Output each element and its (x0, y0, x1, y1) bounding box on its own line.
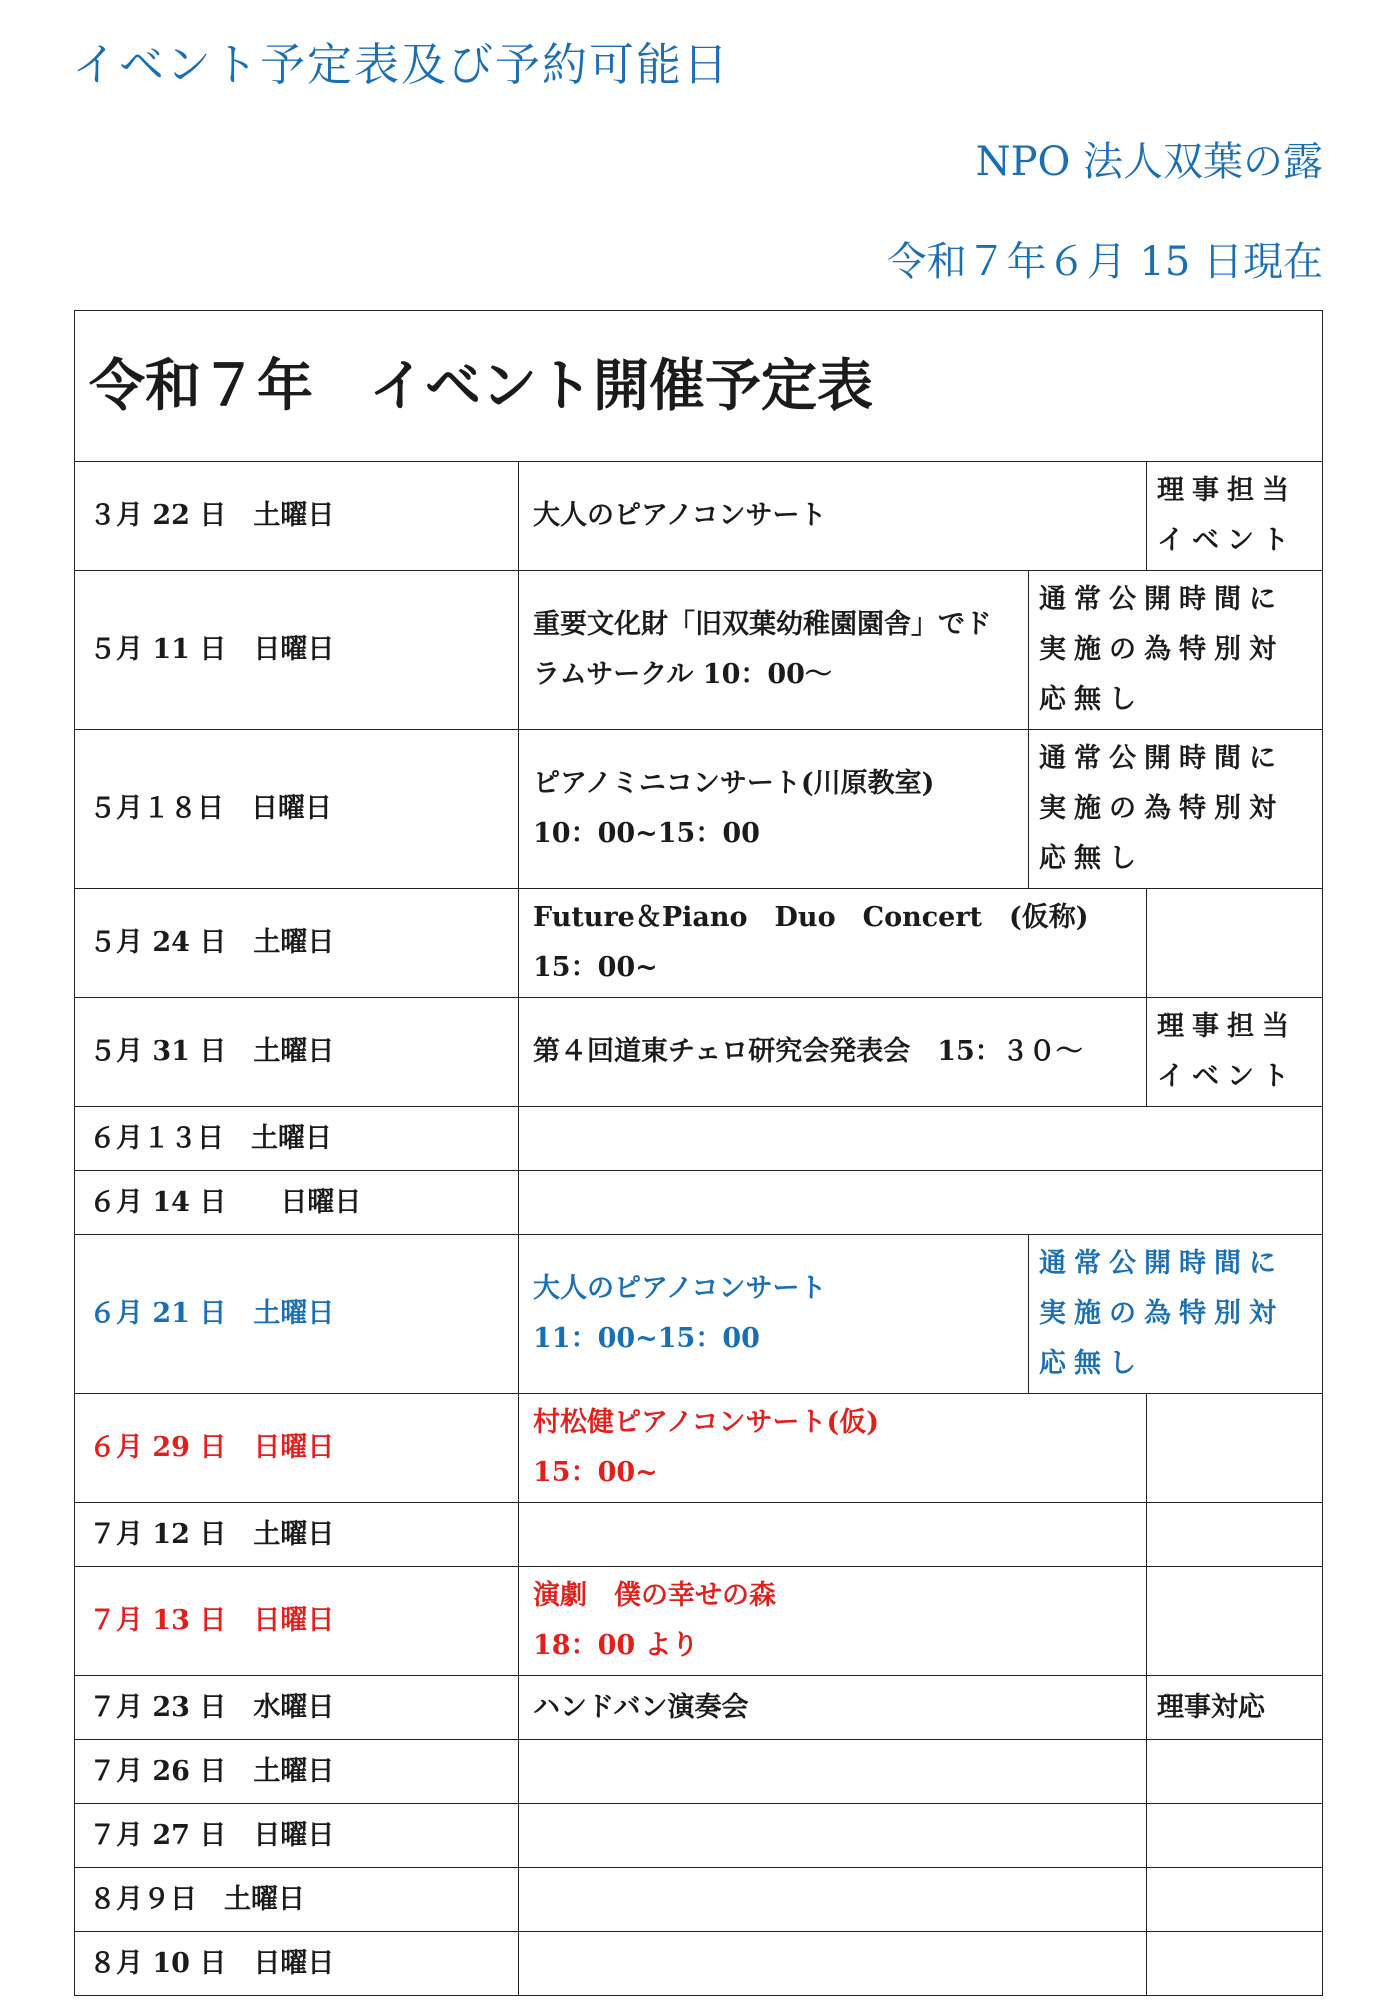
table-row (75, 1868, 1323, 1932)
note-cell: 理事担当イベント (1147, 998, 1323, 1107)
table-row (75, 889, 1323, 998)
event-line: Future＆Piano Duo Concert (仮称) (533, 902, 1089, 933)
note-cell: 通常公開時間に実施の為特別対応無し (1029, 1235, 1323, 1394)
event-line: 大人のピアノコンサート (533, 500, 827, 531)
event-cell (519, 889, 1147, 998)
note-cell: 通常公開時間に実施の為特別対応無し (1029, 571, 1323, 730)
date-cell: ８月 10 日 日曜日 (75, 1932, 519, 1996)
event-cell (519, 1932, 1147, 1996)
date-cell: ６月 14 日 日曜日 (75, 1171, 519, 1235)
note-cell (1147, 1932, 1323, 1996)
note-cell (1147, 1503, 1323, 1567)
table-row (75, 1503, 1323, 1567)
event-cell (519, 998, 1147, 1107)
note-cell (1147, 889, 1323, 998)
table-row (75, 1676, 1323, 1740)
event-line: 演劇 僕の幸せの森 (533, 1580, 776, 1611)
table-row (75, 1394, 1323, 1503)
date-cell: ６月 21 日 土曜日 (75, 1235, 519, 1394)
table-row (75, 571, 1323, 730)
event-cell (519, 730, 1029, 889)
date-cell: ５月１８日 日曜日 (75, 730, 519, 889)
date-cell: ３月 22 日 土曜日 (75, 462, 519, 571)
date-cell: ６月 29 日 日曜日 (75, 1394, 519, 1503)
event-cell (519, 1107, 1323, 1171)
event-cell (519, 1171, 1323, 1235)
date-cell: ５月 24 日 土曜日 (75, 889, 519, 998)
event-cell (519, 1868, 1147, 1932)
note-cell (1147, 1394, 1323, 1503)
table-row (75, 998, 1323, 1107)
event-line: 10：00~15：00 (533, 818, 760, 849)
table-row (75, 1740, 1323, 1804)
event-line: 重要文化財「旧双葉幼稚園園舎」でド (533, 609, 992, 640)
table-title-row (75, 311, 1323, 462)
event-schedule-table (74, 310, 1323, 1996)
table-row (75, 1235, 1323, 1394)
event-cell (519, 1804, 1147, 1868)
table-row (75, 462, 1323, 571)
event-line: 18：00 より (533, 1630, 699, 1661)
date-cell: ５月 31 日 土曜日 (75, 998, 519, 1107)
event-line: ラムサークル 10：00〜 (533, 659, 832, 690)
event-cell (519, 1676, 1147, 1740)
event-cell (519, 1740, 1147, 1804)
event-line: ピアノミニコンサート(川原教室) (533, 768, 935, 799)
document-title: イベント予定表及び予約可能日 (72, 38, 731, 91)
table-row (75, 1567, 1323, 1676)
event-cell (519, 1394, 1147, 1503)
note-cell (1147, 1740, 1323, 1804)
date-cell: ７月 26 日 土曜日 (75, 1740, 519, 1804)
date-cell: ７月 13 日 日曜日 (75, 1567, 519, 1676)
event-cell (519, 1235, 1029, 1394)
table-title: 令和７年 イベント開催予定表 (75, 311, 1323, 462)
organization-name: NPO 法人双葉の露 (975, 139, 1323, 185)
event-line: 11：00~15：00 (533, 1323, 760, 1354)
event-cell (519, 571, 1029, 730)
table-row (75, 1171, 1323, 1235)
note-cell: 通常公開時間に実施の為特別対応無し (1029, 730, 1323, 889)
event-line: 15：00~ (533, 1457, 658, 1488)
date-cell: ８月９日 土曜日 (75, 1868, 519, 1932)
event-line: ハンドバン演奏会 (533, 1691, 749, 1723)
date-cell: ５月 11 日 日曜日 (75, 571, 519, 730)
date-cell: ７月 12 日 土曜日 (75, 1503, 519, 1567)
note-cell: 理事対応 (1147, 1676, 1323, 1740)
as-of-date: 令和７年６月 15 日現在 (886, 239, 1323, 285)
event-line: 第４回道東チェロ研究会発表会 15：３０〜 (533, 1036, 1083, 1067)
table-row (75, 1107, 1323, 1171)
event-line: 大人のピアノコンサート (533, 1273, 827, 1304)
note-cell (1147, 1567, 1323, 1676)
event-cell (519, 1503, 1147, 1567)
table-row (75, 1932, 1323, 1996)
table-row (75, 730, 1323, 889)
date-cell: ７月 27 日 日曜日 (75, 1804, 519, 1868)
date-cell: ６月１３日 土曜日 (75, 1107, 519, 1171)
event-cell (519, 462, 1147, 571)
event-line: 村松健ピアノコンサート(仮) (533, 1407, 880, 1438)
note-cell: 理事担当イベント (1147, 462, 1323, 571)
note-cell (1147, 1868, 1323, 1932)
note-cell (1147, 1804, 1323, 1868)
table-row (75, 1804, 1323, 1868)
date-cell: ７月 23 日 水曜日 (75, 1676, 519, 1740)
event-line: 15：00~ (533, 952, 658, 983)
event-cell (519, 1567, 1147, 1676)
